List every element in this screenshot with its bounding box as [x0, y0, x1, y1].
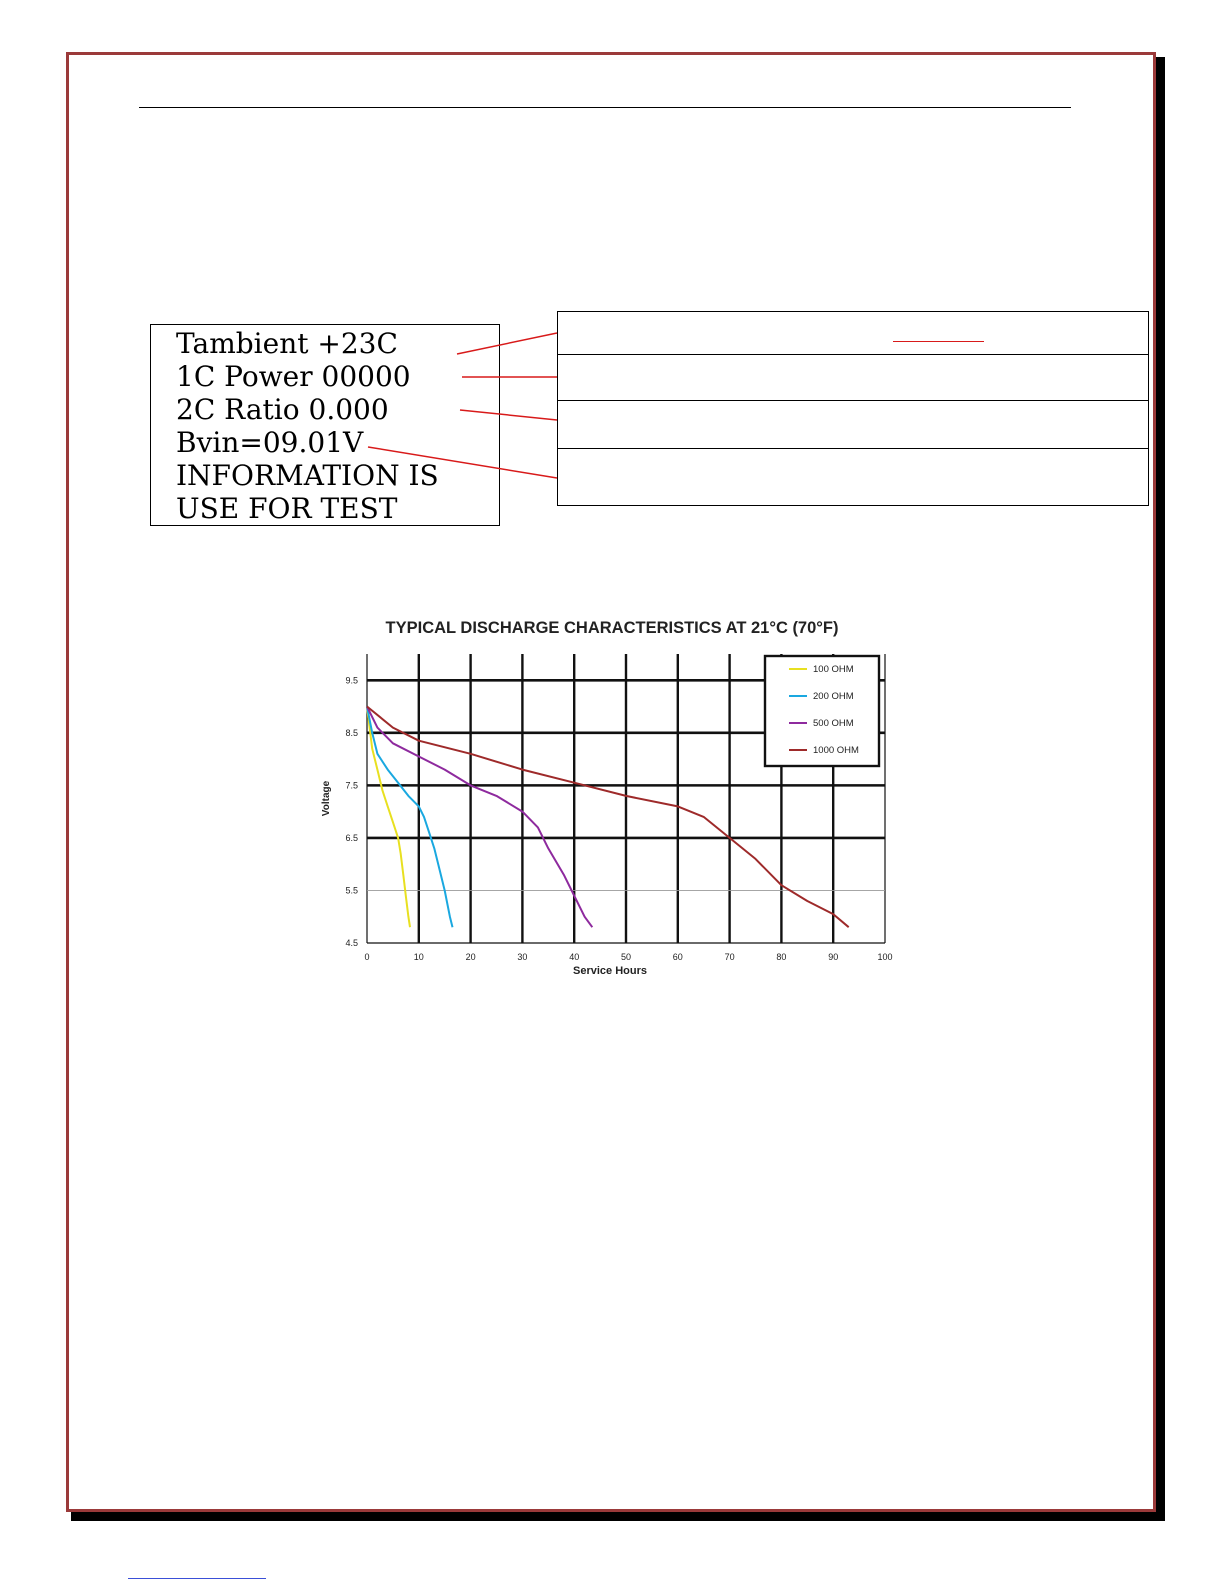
y-tick-label: 5.5	[345, 885, 358, 896]
lcd-line-power: 1C Power 00000	[176, 360, 411, 393]
y-tick-label: 9.5	[345, 675, 358, 686]
leader-line-tambient	[457, 333, 557, 354]
lcd-line-tambient: Tambient +23C	[176, 327, 398, 360]
chart-title: TYPICAL DISCHARGE CHARACTERISTICS AT 21°C (70°F)	[385, 619, 839, 637]
x-tick-label: 100	[877, 952, 893, 962]
y-tick-label: 8.5	[345, 727, 358, 738]
leader-line-bvin	[368, 447, 557, 478]
legend-label: 200 OHM	[813, 691, 854, 702]
legend-label: 100 OHM	[813, 664, 854, 675]
footer-link-underline	[128, 1578, 266, 1579]
y-axis-label: Voltage	[321, 780, 332, 817]
leader-line-ratio	[460, 410, 557, 420]
discharge-chart	[310, 610, 910, 990]
lcd-line-bvin: Bvin=09.01V	[176, 426, 364, 459]
x-tick-label: 10	[413, 952, 424, 962]
x-tick-label: 70	[724, 952, 735, 962]
x-tick-label: 30	[517, 952, 528, 962]
lcd-line-use-for-test: USE FOR TEST	[176, 492, 398, 525]
y-tick-label: 7.5	[345, 780, 358, 791]
x-tick-label: 20	[465, 952, 476, 962]
lcd-line-information: INFORMATION IS	[176, 459, 439, 492]
x-tick-label: 80	[776, 952, 787, 962]
x-tick-label: 0	[364, 952, 370, 962]
y-tick-label: 6.5	[345, 832, 358, 843]
legend-label: 500 OHM	[813, 718, 854, 729]
lcd-line-ratio: 2C Ratio 0.000	[176, 393, 389, 426]
x-tick-label: 50	[620, 952, 632, 962]
x-tick-label: 40	[569, 952, 580, 962]
x-tick-label: 60	[672, 952, 683, 962]
legend-label: 1000 OHM	[813, 745, 859, 756]
y-tick-label: 4.5	[345, 938, 358, 948]
x-axis-label: Service Hours	[573, 965, 647, 977]
x-tick-label: 90	[828, 952, 839, 962]
discharge-chart-svg	[310, 610, 910, 990]
